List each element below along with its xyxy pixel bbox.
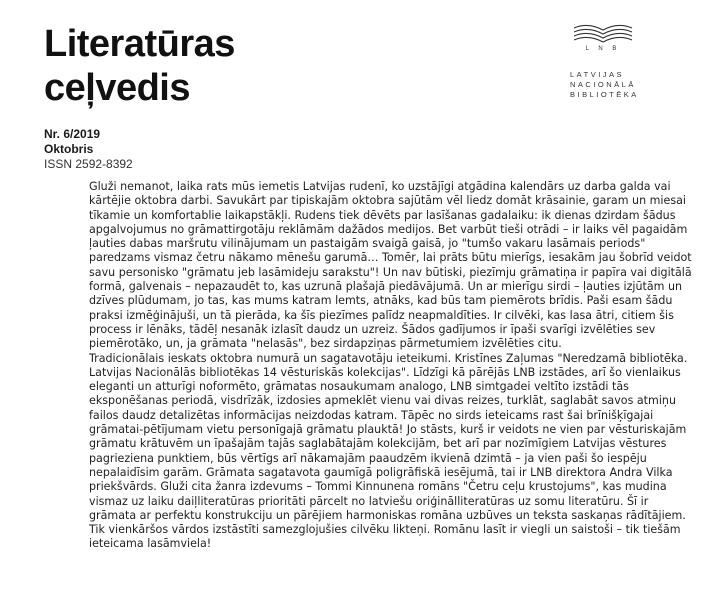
issue-month: Oktobris <box>44 142 94 156</box>
issn: ISSN 2592-8392 <box>44 157 133 171</box>
logo-name <box>570 70 639 100</box>
page-title <box>44 22 235 110</box>
lnb-logo <box>570 22 650 99</box>
article-paragraph: Gluži nemanot, laika rats mūs iemetis Latvijas rudenī, ko uzstājīgi atgādina kalendārs uz darba galda vai kārtējie oktobra darbi. Savukārt par tipiskajām oktobra sajūtām vēl liedz domāt krāsainie, garam un miesai tīkamie un komfortablie laikapstākļi. Rudens tiek dēvēts par lasīšanas gadalaiku: ik dienas dzirdam šādus apgalvojumus no grāmattirgotāju reklāmām dažādos medijos. Bet varbūt tieši otrādi – ir laiks vēl pagaidām ļauties dabas maršrutu vilinājumam un pastaigām svaigā gaisā, jo "tumšo vakaru lasāmais periods" paredzams vismaz četru nākamo mēnešu garumā… Tomēr, lai prāts būtu mierīgs, iesakām jau šobrīd veidot savu personisko "grāmatu jeb lasāmideju sarakstu"! Un nav būtiski, piezīmju grāmatiņa ir papīra vai digitālā formā, galvenais – nepazaudēt to, kas uzrunā plašajā piedāvājumā. Un ar mierīgu sirdi – ļauties izjūtām un dzīves plūdumam, jo tas, kas mums katram lemts, atnāks, kad būs tam piemērots brīdis. Paši esam šādu praksi izmēģinājuši, un tā pierāda, ka šīs piezīmes palīdz neapmaldīties. Ir cilvēki, kas lasa ātri, citiem šis process ir lēnāks, tādēļ nesanāk izlasīt daudz un uzreiz. Šādos gadījumos ir īpaši svarīgi izvēlēties sev piemērotāko, un, ja grāmata "nelasās", bez sirdapziņas pārmetumiem izvēlēties citu. <box>89 180 692 351</box>
logo-abbreviation: L N B <box>585 46 621 52</box>
issue-number: Nr. 6/2019 <box>44 127 101 141</box>
logo-name-line-3: BIBLIOTĒKA <box>570 90 639 99</box>
issue-info <box>44 127 133 172</box>
article-body <box>89 180 692 552</box>
logo-name-line-2: NACIONĀLĀ <box>570 80 636 89</box>
title-line-2: ceļvedis <box>44 67 190 109</box>
article-paragraph: Tradicionālais ieskats oktobra numurā un sagatavotāju ieteikumi. Kristīnes Zaļumas "Neredzamā bibliotēka. Latvijas Nacionālās bibliotēkas 14 vēsturiskās kolekcijas". Līdzīgi kā pārējās LNB izstādes, arī šo vienlaikus eleganti un atturīgi noformēto, grāmatas nosaukumam analogo, LNB simtgadei veltīto izstādi tās eksponēšanas periodā, visdrīzāk, izdosies apmeklēt vienu vai divas reizes, turklāt, saglabāt savos atmiņu failos daudz detalizētas informācijas neizdodas katram. Tāpēc no sirds ieteicams rast šai brīnišķīgajai grāmatai-pētījumam vietu personīgajā grāmatu plauktā! Jo stāsts, kurš ir veidots ne vien par vēsturiskajām grāmatu krātuvēm un īpašajām tajās saglabātajām kolekcijām, bet arī par nozīmīgiem Latvijas vēstures pagrieziena punktiem, būs vērtīgs arī nākamajām paaudzēm ikvienā dzimtā – ja vien paši šo iespēju nepalaidīsim garām. Grāmata sagatavota gaumīgā poligrāfiskā iesējumā, tai ir LNB direktora Andra Vilka priekšvārds. Gluži cita žanra izdevums – Tommi Kinnunena romāns "Četru ceļu krustojums", kas mudina vismaz uz laiku daiļliteratūras prioritāti pārcelt no latviešu oriģinālliteratūras uz somu literatūru. Šī ir grāmata ar perfektu konstrukciju un pārējiem harmoniskas romāna uzbūves un teksta saskaņas rādītājiem. Tik vienkāršos vārdos izstāstīti samezglojušies cilvēku likteņi. Romānu lasīt ir viegli un saistoši – tik tiešām ieteicama lasāmviela! <box>89 351 688 551</box>
title-line-1: Literatūras <box>44 23 235 65</box>
logo-name-line-1: LATVIJAS <box>570 70 625 79</box>
open-book-icon <box>570 22 636 44</box>
